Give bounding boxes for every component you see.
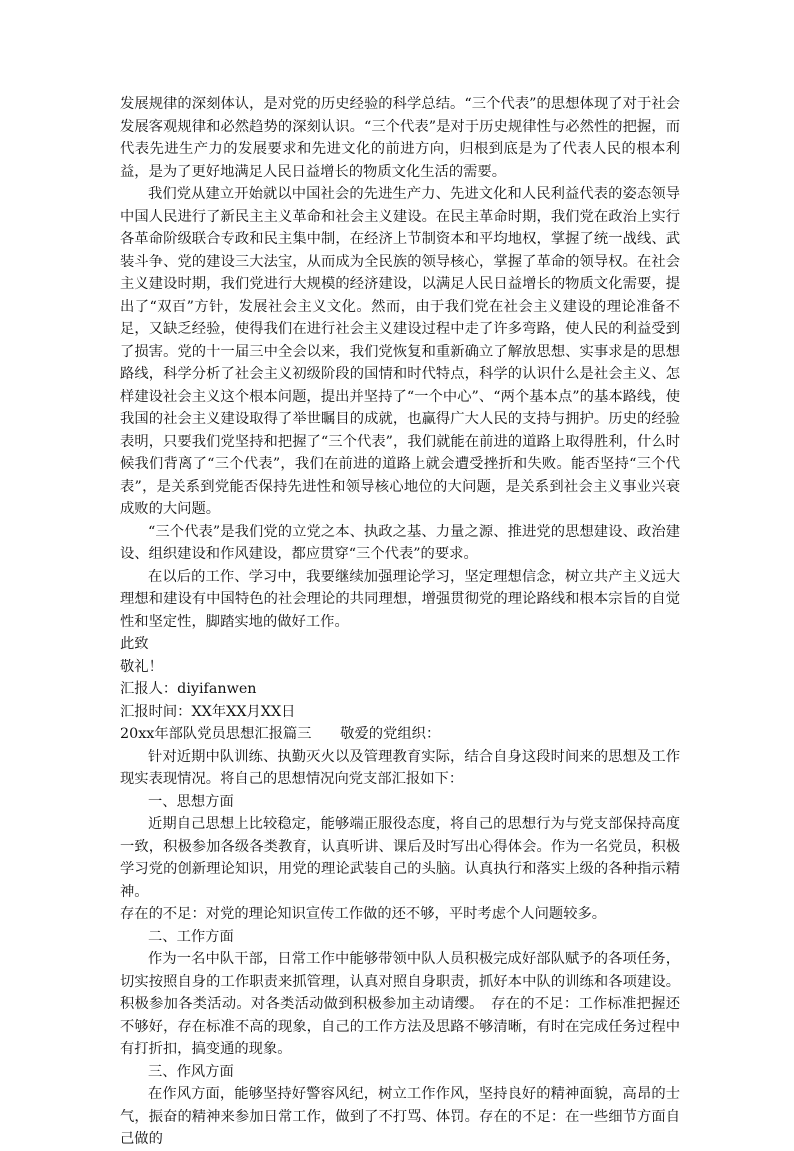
section-body-style: 在作风方面，能够坚持好警容风纪，树立工作作风，坚持良好的精神面貌，高昂的士气，振奋的精神来参加日常工作，做到了不打骂、体罚。存在的不足：在一些细节方面自己做的 <box>120 1086 680 1147</box>
section-shortcoming-thought: 存在的不足：对党的理论知识宣传工作做的还不够，平时考虑个人问题较多。 <box>120 906 607 922</box>
section-heading: 20xx年部队党员思想汇报篇三 敬爱的党组织： <box>120 726 441 742</box>
section-title-work: 二、工作方面 <box>148 928 234 945</box>
intro-paragraph: 针对近期中队训练、执勤灭火以及管理教育实际，结合自身这段时间来的思想及工作现实表现情况。将自己的思想情况向党支部汇报如下： <box>120 748 680 787</box>
section-body-thought: 近期自己思想上比较稳定，能够端正服役态度，将自己的思想行为与党支部保持高度一致，积极参加各级各类教育，认真听讲、课后及时写出心得体会。作为一名党员，积极学习党的创新理论知识，用党的理论武装自己的头脑。认真执行和落实上级的各种指示精神。 <box>120 816 680 900</box>
section-title-style: 三、作风方面 <box>148 1063 234 1080</box>
closing-regards: 敬礼！ <box>120 658 163 675</box>
section-title-thought: 一、思想方面 <box>148 793 234 810</box>
closing-salutation: 此致 <box>120 636 149 652</box>
report-date-line: 汇报时间：XX年XX月XX日 <box>120 703 296 720</box>
reporter-line: 汇报人：diyifanwen <box>120 681 257 697</box>
paragraph-three-represents: “三个代表”是我们党的立党之本、执政之基、力量之源、推进党的思想建设、政治建设、组织建设和作风建设，都应贯穿“三个代表”的要求。 <box>120 523 680 562</box>
paragraph-party-history: 我们党从建立开始就以中国社会的先进生产力、先进文化和人民利益代表的姿态领导中国人民进行了新民主主义革命和社会主义建设。在民主革命时期，我们党在政治上实行各革命阶级联合专政和民主集中制，在经济上节制资本和平均地权，掌握了统一战线、武装斗争、党的建设三大法宝，从而成为全民族的领导核心，掌握了革命的领导权。在社会主义建设时期，我们党进行大规模的经济建设，以满足人民日益增长的物质文化需要，提出了“双百”方针，发展社会主义文化。然而，由于我们党在社会主义建设的理论准备不足，又缺乏经验，使得我们在进行社会主义建设过程中走了许多弯路，使人民的利益受到了损害。党的十一届三中全会以来，我们党恢复和重新确立了解放思想、实事求是的思想路线，科学分析了社会主义初级阶段的国情和时代特点，科学的认识什么是社会主义、怎样建设社会主义这个根本问题，提出并坚持了“一个中心”、“两个基本点”的基本路线，使我国的社会主义建设取得了举世瞩目的成就，也赢得广大人民的支持与拥护。历史的经验表明，只要我们党坚持和把握了“三个代表”，我们就能在前进的道路上取得胜利，什么时候我们背离了“三个代表”，我们在前进的道路上就会遭受挫折和失败。能否坚持“三个代表”，是关系到党能否保持先进性和领导核心地位的大问题，是关系到社会主义事业兴衰成败的大问题。 <box>120 186 680 517</box>
paragraph-continuation: 发展规律的深刻体认，是对党的历史经验的科学总结。“三个代表”的思想体现了对于社会发展客观规律和必然趋势的深刻认识。“三个代表”是对于历史规律性与必然性的把握，而代表先进生产力的发展要求和先进文化的前进方向，归根到底是为了代表人民的根本利益，是为了更好地满足人民日益增长的物质文化生活的需要。 <box>120 96 680 180</box>
document-body <box>120 93 680 1151</box>
section-body-work: 作为一名中队干部，日常工作中能够带领中队人员积极完成好部队赋予的各项任务，切实按照自身的工作职责来抓管理，认真对照自身职责，抓好本中队的训练和各项建设。积极参加各类活动。对各类活动做到积极参加主动请缨。 存在的不足：工作标准把握还不够好，存在标准不高的现象，自己的工作方法及思路不够清晰，有时在完成任务过程中有打折扣，搞变通的现象。 <box>120 951 680 1057</box>
paragraph-future-work: 在以后的工作、学习中，我要继续加强理论学习，坚定理想信念，树立共产主义远大理想和建设有中国特色的社会理论的共同理想，增强贯彻党的理论路线和根本宗旨的自觉性和坚定性，脚踏实地的做好工作。 <box>120 568 680 630</box>
